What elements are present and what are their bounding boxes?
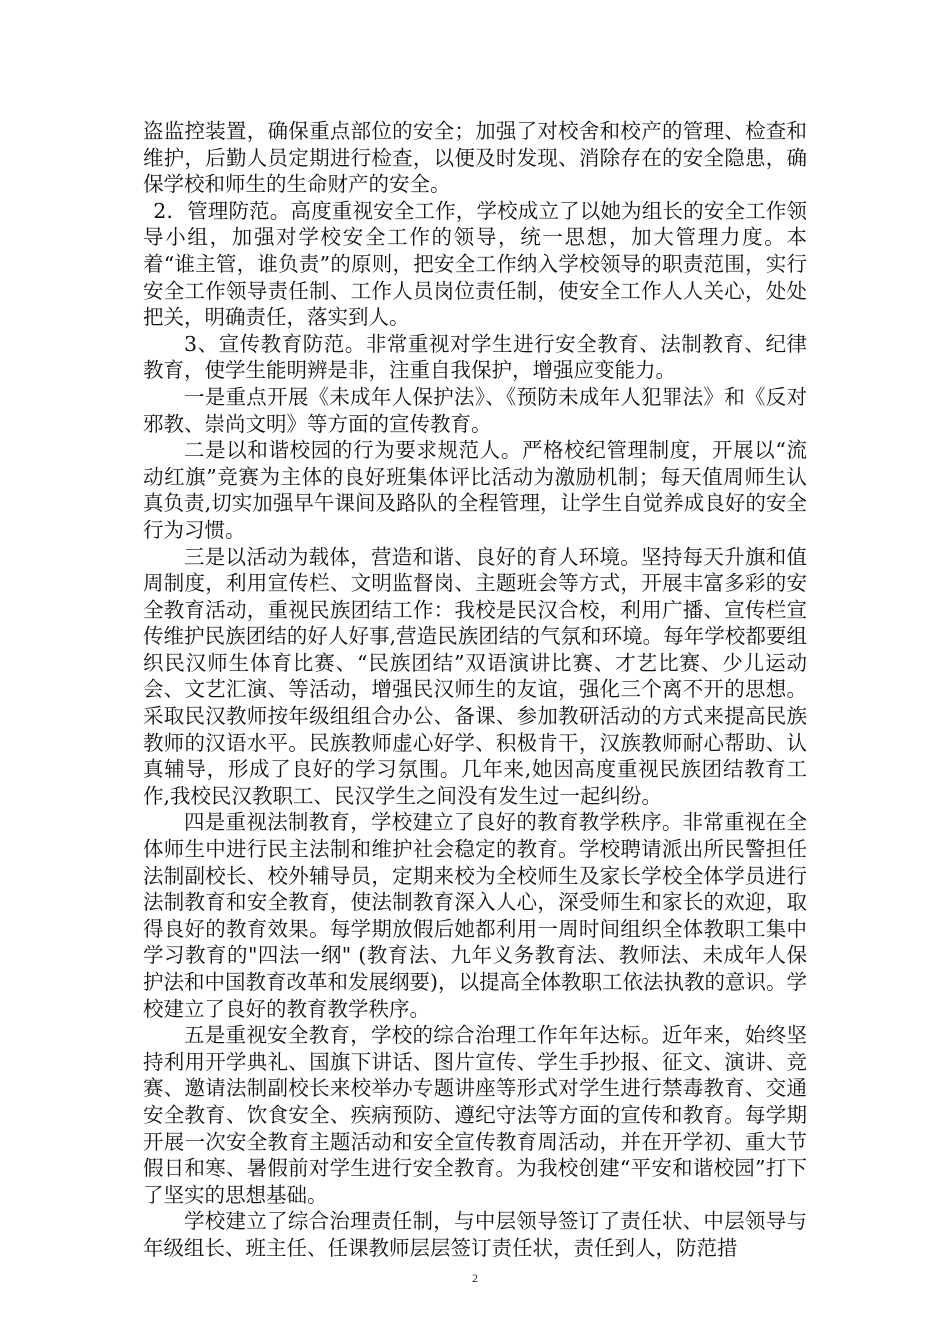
page-number: 2 [472, 1271, 478, 1285]
paragraph-security-devices: 盗监控装置，确保重点部位的安全；加强了对校舍和校产的管理、检查和维护，后勤人员定期进行检查，以便及时发现、消除存在的安全隐患，确保学校和师生的生命财产的安全。 [143, 119, 807, 197]
paragraph-point-one: 一是重点开展《未成年人保护法》、《预防未成年人犯罪法》和《反对邪教、崇尚文明》等方面的宣传教育。 [143, 384, 807, 436]
paragraph-management-prevention: 2．管理防范。高度重视安全工作，学校成立了以她为组长的安全工作领导小组，加强对学校安全工作的领导，统一思想，加大管理力度。本着“谁主管，谁负责”的原则，把安全工作纳入学校领导的职责范围，实行安全工作领导责任制、工作人员岗位责任制，使安全工作人人关心，处处把关，明确责任，落实到人。 [143, 198, 807, 330]
paragraph-publicity-education: 3、宣传教育防范。非常重视对学生进行安全教育、法制教育、纪律教育，使学生能明辨是非，注重自我保护，增强应变能力。 [143, 331, 807, 383]
paragraph-point-three: 三是以活动为载体，营造和谐、良好的育人环境。坚持每天升旗和值周制度，利用宣传栏、文明监督岗、主题班会等方式，开展丰富多彩的安全教育活动，重视民族团结工作：我校是民汉合校，利用广播、宣传栏宣传维护民族团结的好人好事,营造民族团结的气氛和环境。每年学校都要组织民汉师生体育比赛、“民族团结”双语演讲比赛、才艺比赛、少儿运动会、文艺汇演、等活动，增强民汉师生的友谊，强化三个离不开的思想。采取民汉教师按年级组组合办公、备课、参加教研活动的方式来提高民族教师的汉语水平。民族教师虚心好学、积极肯干，汉族教师耐心帮助、认真辅导，形成了良好的学习氛围。几年来,她因高度重视民族团结教育工作,我校民汉教职工、民汉学生之间没有发生过一起纠纷。 [143, 544, 807, 808]
document-body [143, 118, 807, 1262]
paragraph-point-two: 二是以和谐校园的行为要求规范人。严格校纪管理制度，开展以“流动红旗”竞赛为主体的良好班集体评比活动为激励机制；每天值周师生认真负责,切实加强早午课间及路队的全程管理，让学生自觉养成良好的安全行为习惯。 [143, 438, 807, 542]
paragraph-point-four: 四是重视法制教育，学校建立了良好的教育教学秩序。非常重视在全体师生中进行民主法制和维护社会稳定的教育。学校聘请派出所民警担任法制副校长、校外辅导员，定期来校为全校师生及家长学校全体学员进行法制教育和安全教育，使法制教育深入人心，深受师生和家长的欢迎，取得良好的教育效果。每学期放假后她都利用一周时间组织全体教职工集中学习教育的"四法一纲" (教育法、九年义务教育法、教师法、未成年人保护法和中国教育改革和发展纲要)，以提高全体教职工依法执教的意识。学校建立了良好的教育教学秩序。 [143, 810, 807, 1021]
paragraph-point-five: 五是重视安全教育，学校的综合治理工作年年达标。近年来，始终坚持利用开学典礼、国旗下讲话、图片宣传、学生手抄报、征文、演讲、竞赛、邀请法制副校长来校举办专题讲座等形式对学生进行禁毒教育、交通安全教育、饮食安全、疾病预防、遵纪守法等方面的宣传和教育。每学期开展一次安全教育主题活动和安全宣传教育周活动，并在开学初、重大节假日和寒、暑假前对学生进行安全教育。为我校创建“平安和谐校园”打下了坚实的思想基础。 [143, 1023, 807, 1207]
paragraph-responsibility-system: 学校建立了综合治理责任制，与中层领导签订了责任状、中层领导与年级组长、班主任、任课教师层层签订责任状，责任到人，防范措 [143, 1209, 807, 1260]
